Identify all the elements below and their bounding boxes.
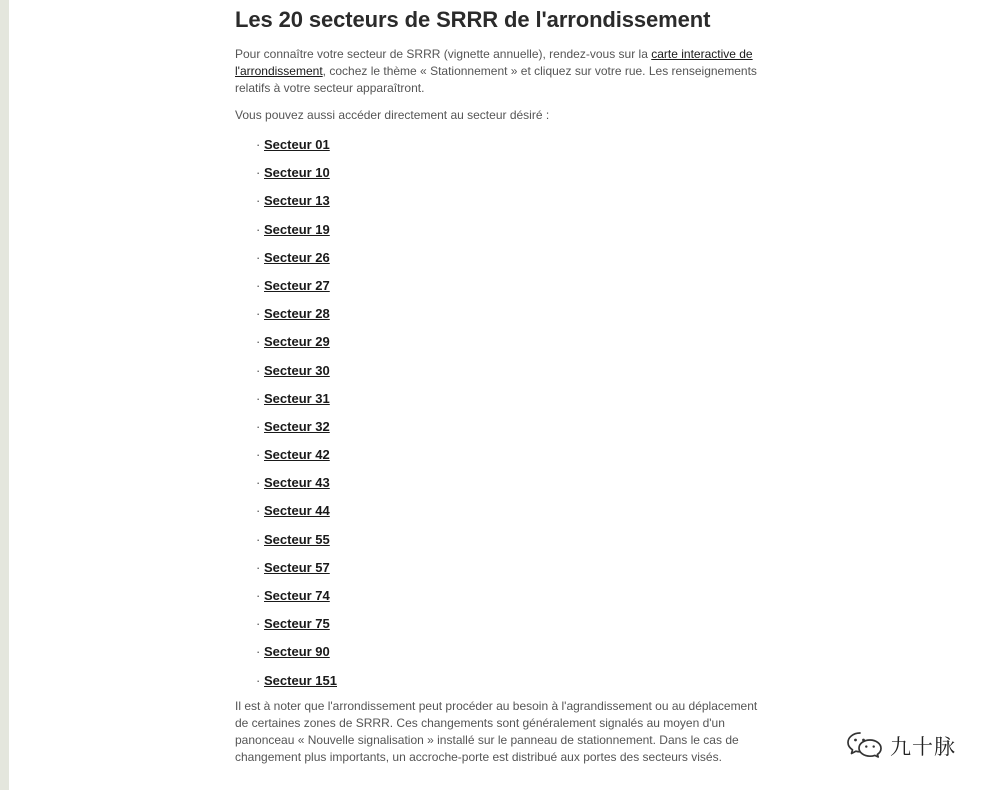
sector-link[interactable]: Secteur 44 <box>264 503 330 519</box>
bullet: · <box>256 503 261 519</box>
sector-link[interactable]: Secteur 32 <box>264 418 330 434</box>
bullet: · <box>256 249 261 265</box>
bullet: · <box>256 644 261 660</box>
watermark-text: 九十脉 <box>890 735 956 759</box>
list-item <box>256 502 337 530</box>
note-paragraph: Il est à noter que l'arrondissement peut procéder au besoin à l'agrandissement ou au déplacement de certaines zones de SRRR. Ces changements sont généralement signalés au moyen d'un panonceau « Nouvelle signalisation » installé sur le panneau de stationnement. Dans le cas de changement plus importants, un accroche-porte est distribué aux portes des secteurs visés. <box>235 699 758 764</box>
list-item <box>256 333 337 361</box>
list-item <box>256 305 337 333</box>
sector-link[interactable]: Secteur 01 <box>264 137 330 152</box>
page <box>9 0 1002 790</box>
bullet: · <box>256 588 261 603</box>
sector-link[interactable]: Secteur 57 <box>264 559 330 575</box>
sector-link[interactable]: Secteur 43 <box>264 475 330 491</box>
list-item <box>256 277 337 305</box>
list-item <box>256 249 337 277</box>
bullet: · <box>256 277 261 293</box>
sector-link[interactable]: Secteur 10 <box>264 165 330 181</box>
list-item <box>256 559 337 587</box>
intro-text-before: Pour connaître votre secteur de SRRR (vignette annuelle), rendez-vous sur la <box>235 47 652 61</box>
bullet: · <box>256 306 261 322</box>
page-title: Les 20 secteurs de SRRR de l'arrondissement <box>235 7 711 32</box>
list-item <box>256 672 337 700</box>
bullet: · <box>256 418 261 434</box>
list-item <box>256 446 337 474</box>
list-item <box>256 531 337 559</box>
sector-link[interactable]: Secteur 90 <box>264 644 330 660</box>
list-item <box>256 390 337 418</box>
intro-paragraph <box>235 46 765 97</box>
sector-list <box>256 136 337 700</box>
sector-link[interactable]: Secteur 42 <box>264 447 330 463</box>
sector-link[interactable]: Secteur 27 <box>264 277 330 293</box>
list-item <box>256 474 337 502</box>
list-item <box>256 615 337 643</box>
list-item <box>256 164 337 192</box>
sector-link[interactable]: Secteur 55 <box>264 531 330 547</box>
bullet: · <box>256 221 261 237</box>
list-item <box>256 587 337 615</box>
sector-link[interactable]: Secteur 151 <box>264 672 337 688</box>
bullet: · <box>256 672 261 688</box>
sector-link[interactable]: Secteur 28 <box>264 306 330 322</box>
list-item <box>256 643 337 671</box>
list-item <box>256 192 337 220</box>
bullet: · <box>256 531 261 547</box>
list-item <box>256 221 337 249</box>
bullet: · <box>256 616 261 632</box>
sector-link[interactable]: Secteur 29 <box>264 334 330 350</box>
sector-link[interactable]: Secteur 31 <box>264 390 330 406</box>
watermark <box>846 729 956 763</box>
bullet: · <box>256 165 261 181</box>
bullet: · <box>256 390 261 406</box>
sector-link[interactable]: Secteur 26 <box>264 249 330 265</box>
sector-link[interactable]: Secteur 75 <box>264 616 330 632</box>
direct-access-paragraph: Vous pouvez aussi accéder directement au secteur désiré : <box>235 108 550 122</box>
bullet: · <box>256 193 261 209</box>
sector-link[interactable]: Secteur 19 <box>264 221 330 237</box>
wechat-icon <box>846 730 884 763</box>
list-item <box>256 362 337 390</box>
list-item <box>256 418 337 446</box>
bullet: · <box>256 334 261 350</box>
bullet: · <box>256 362 261 378</box>
bullet: · <box>256 475 261 491</box>
sector-link[interactable]: Secteur 74 <box>264 588 330 603</box>
bullet: · <box>256 447 261 463</box>
list-item <box>256 136 337 164</box>
sector-link[interactable]: Secteur 30 <box>264 362 330 378</box>
intro-text-after: , cochez le thème « Stationnement » et cliquez sur votre rue. Les renseignements relatifs à votre secteur apparaîtront. <box>235 64 757 95</box>
interactive-map-link[interactable]: carte interactive de l'arrondissement <box>235 47 753 78</box>
bullet: · <box>256 559 261 575</box>
bullet: · <box>256 137 261 152</box>
sector-link[interactable]: Secteur 13 <box>264 193 330 209</box>
